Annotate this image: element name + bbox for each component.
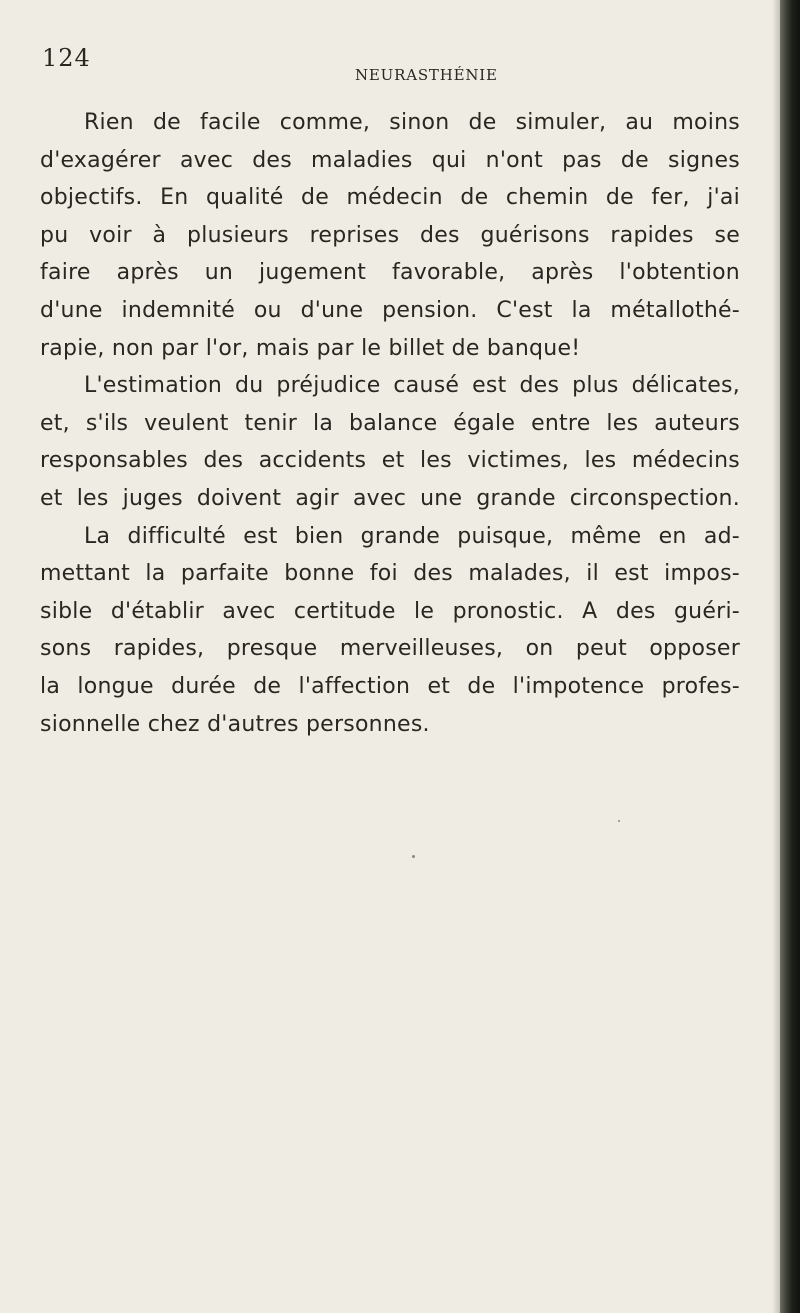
text-line: d'exagérer avec des maladies qui n'ont pas de signes	[40, 147, 740, 173]
text-line: responsables des accidents et les victimes, les médecins	[40, 448, 740, 474]
text-line: sons rapides, presque merveilleuses, on peut opposer	[40, 636, 740, 662]
binding-shadow	[772, 0, 780, 1313]
body-text	[40, 104, 740, 743]
text-line: faire après un jugement favorable, après l'obtention	[40, 260, 740, 286]
running-head: NEURASTHÉNIE	[355, 66, 498, 84]
text-line: sible d'établir avec certitude le pronostic. A des guéri-	[40, 598, 740, 624]
text-line: et, s'ils veulent tenir la balance égale entre les auteurs	[40, 410, 740, 436]
paragraph	[40, 367, 740, 517]
text-line: sionnelle chez d'autres personnes.	[40, 711, 430, 737]
text-line: objectifs. En qualité de médecin de chemin de fer, j'ai	[40, 185, 740, 211]
paper-speck	[412, 855, 415, 858]
book-binding-edge	[780, 0, 800, 1313]
text-line: mettant la parfaite bonne foi des malades, il est impos-	[40, 561, 740, 587]
text-line: Rien de facile comme, sinon de simuler, au moins	[84, 110, 740, 135]
paragraph	[40, 518, 740, 744]
page-number: 124	[42, 44, 91, 72]
text-line: d'une indemnité ou d'une pension. C'est la métallothé-	[40, 297, 740, 323]
paper-speck	[618, 820, 620, 822]
text-line: pu voir à plusieurs reprises des guérisons rapides se	[40, 222, 740, 248]
text-line: et les juges doivent agir avec une grande circonspection.	[40, 485, 740, 511]
paragraph	[40, 104, 740, 367]
text-line: la longue durée de l'affection et de l'impotence profes-	[40, 673, 740, 699]
text-line: L'estimation du préjudice causé est des plus délicates,	[84, 373, 740, 399]
text-line: La difficulté est bien grande puisque, même en ad-	[84, 523, 740, 549]
text-line: rapie, non par l'or, mais par le billet de banque!	[40, 335, 581, 361]
